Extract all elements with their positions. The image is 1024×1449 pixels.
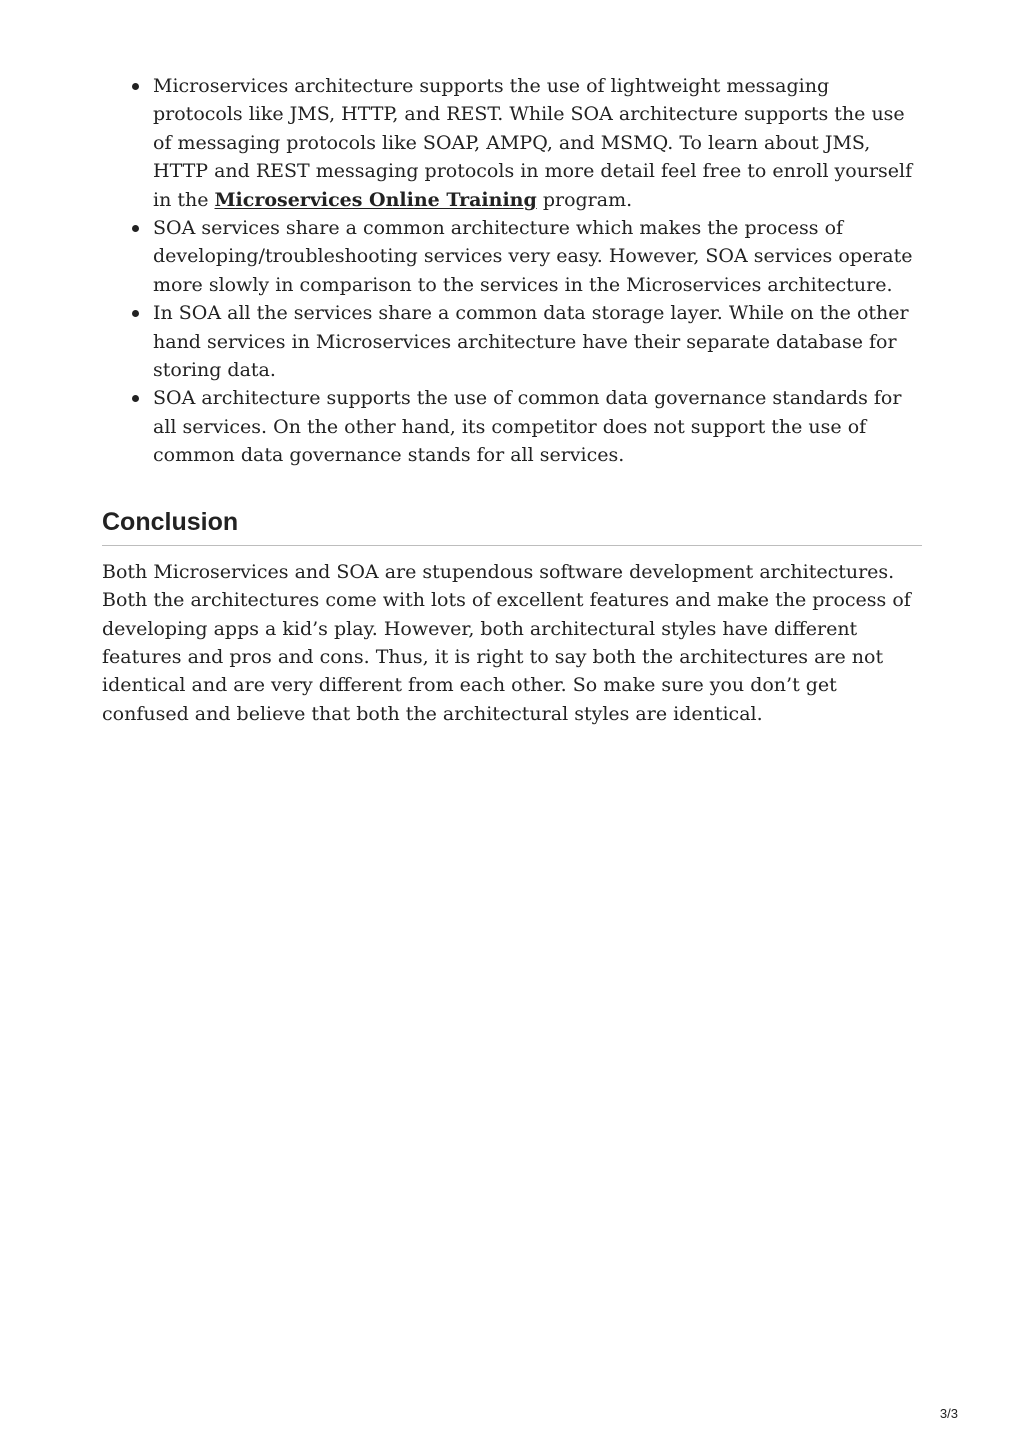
list-item-text: In SOA all the services share a common data storage layer. While on the other hand services in Microservices architecture have their separate database for storing data. bbox=[153, 302, 909, 382]
list-item bbox=[153, 384, 922, 469]
conclusion-heading: Conclusion bbox=[102, 507, 922, 546]
page-number: 3/3 bbox=[939, 1406, 958, 1421]
microservices-training-link[interactable]: Microservices Online Training bbox=[214, 188, 537, 211]
list-item bbox=[153, 214, 922, 299]
list-item bbox=[153, 299, 922, 384]
comparison-bullet-list bbox=[102, 72, 922, 470]
list-item-text: Microservices architecture supports the use of lightweight messaging protocols like JMS, HTTP, and REST. While SOA architecture supports the use of messaging protocols like SOAP, AMPQ, and MSMQ. To learn about JMS, HTTP and REST messaging protocols in more detail feel free to enroll yourself in the bbox=[153, 75, 913, 211]
list-item bbox=[153, 72, 922, 214]
list-item-text: SOA services share a common architecture which makes the process of developing/troubleshooting services very easy. However, SOA services operate more slowly in comparison to the services in the Microservices architecture. bbox=[153, 217, 913, 296]
list-item-text: program. bbox=[536, 188, 633, 211]
conclusion-paragraph: Both Microservices and SOA are stupendous software development architectures. Both the architectures come with lots of excellent features and make the process of developing apps a kid’s play. However, both architectural styles have different features and pros and cons. Thus, it is right to say both the architectures are not identical and are very different from each other. So make sure you don’t get confused and believe that both the architectural styles are identical. bbox=[102, 560, 911, 725]
document-page bbox=[102, 72, 922, 728]
list-item-text: SOA architecture supports the use of common data governance standards for all services. On the other hand, its competitor does not support the use of common data governance stands for all services. bbox=[153, 387, 902, 467]
